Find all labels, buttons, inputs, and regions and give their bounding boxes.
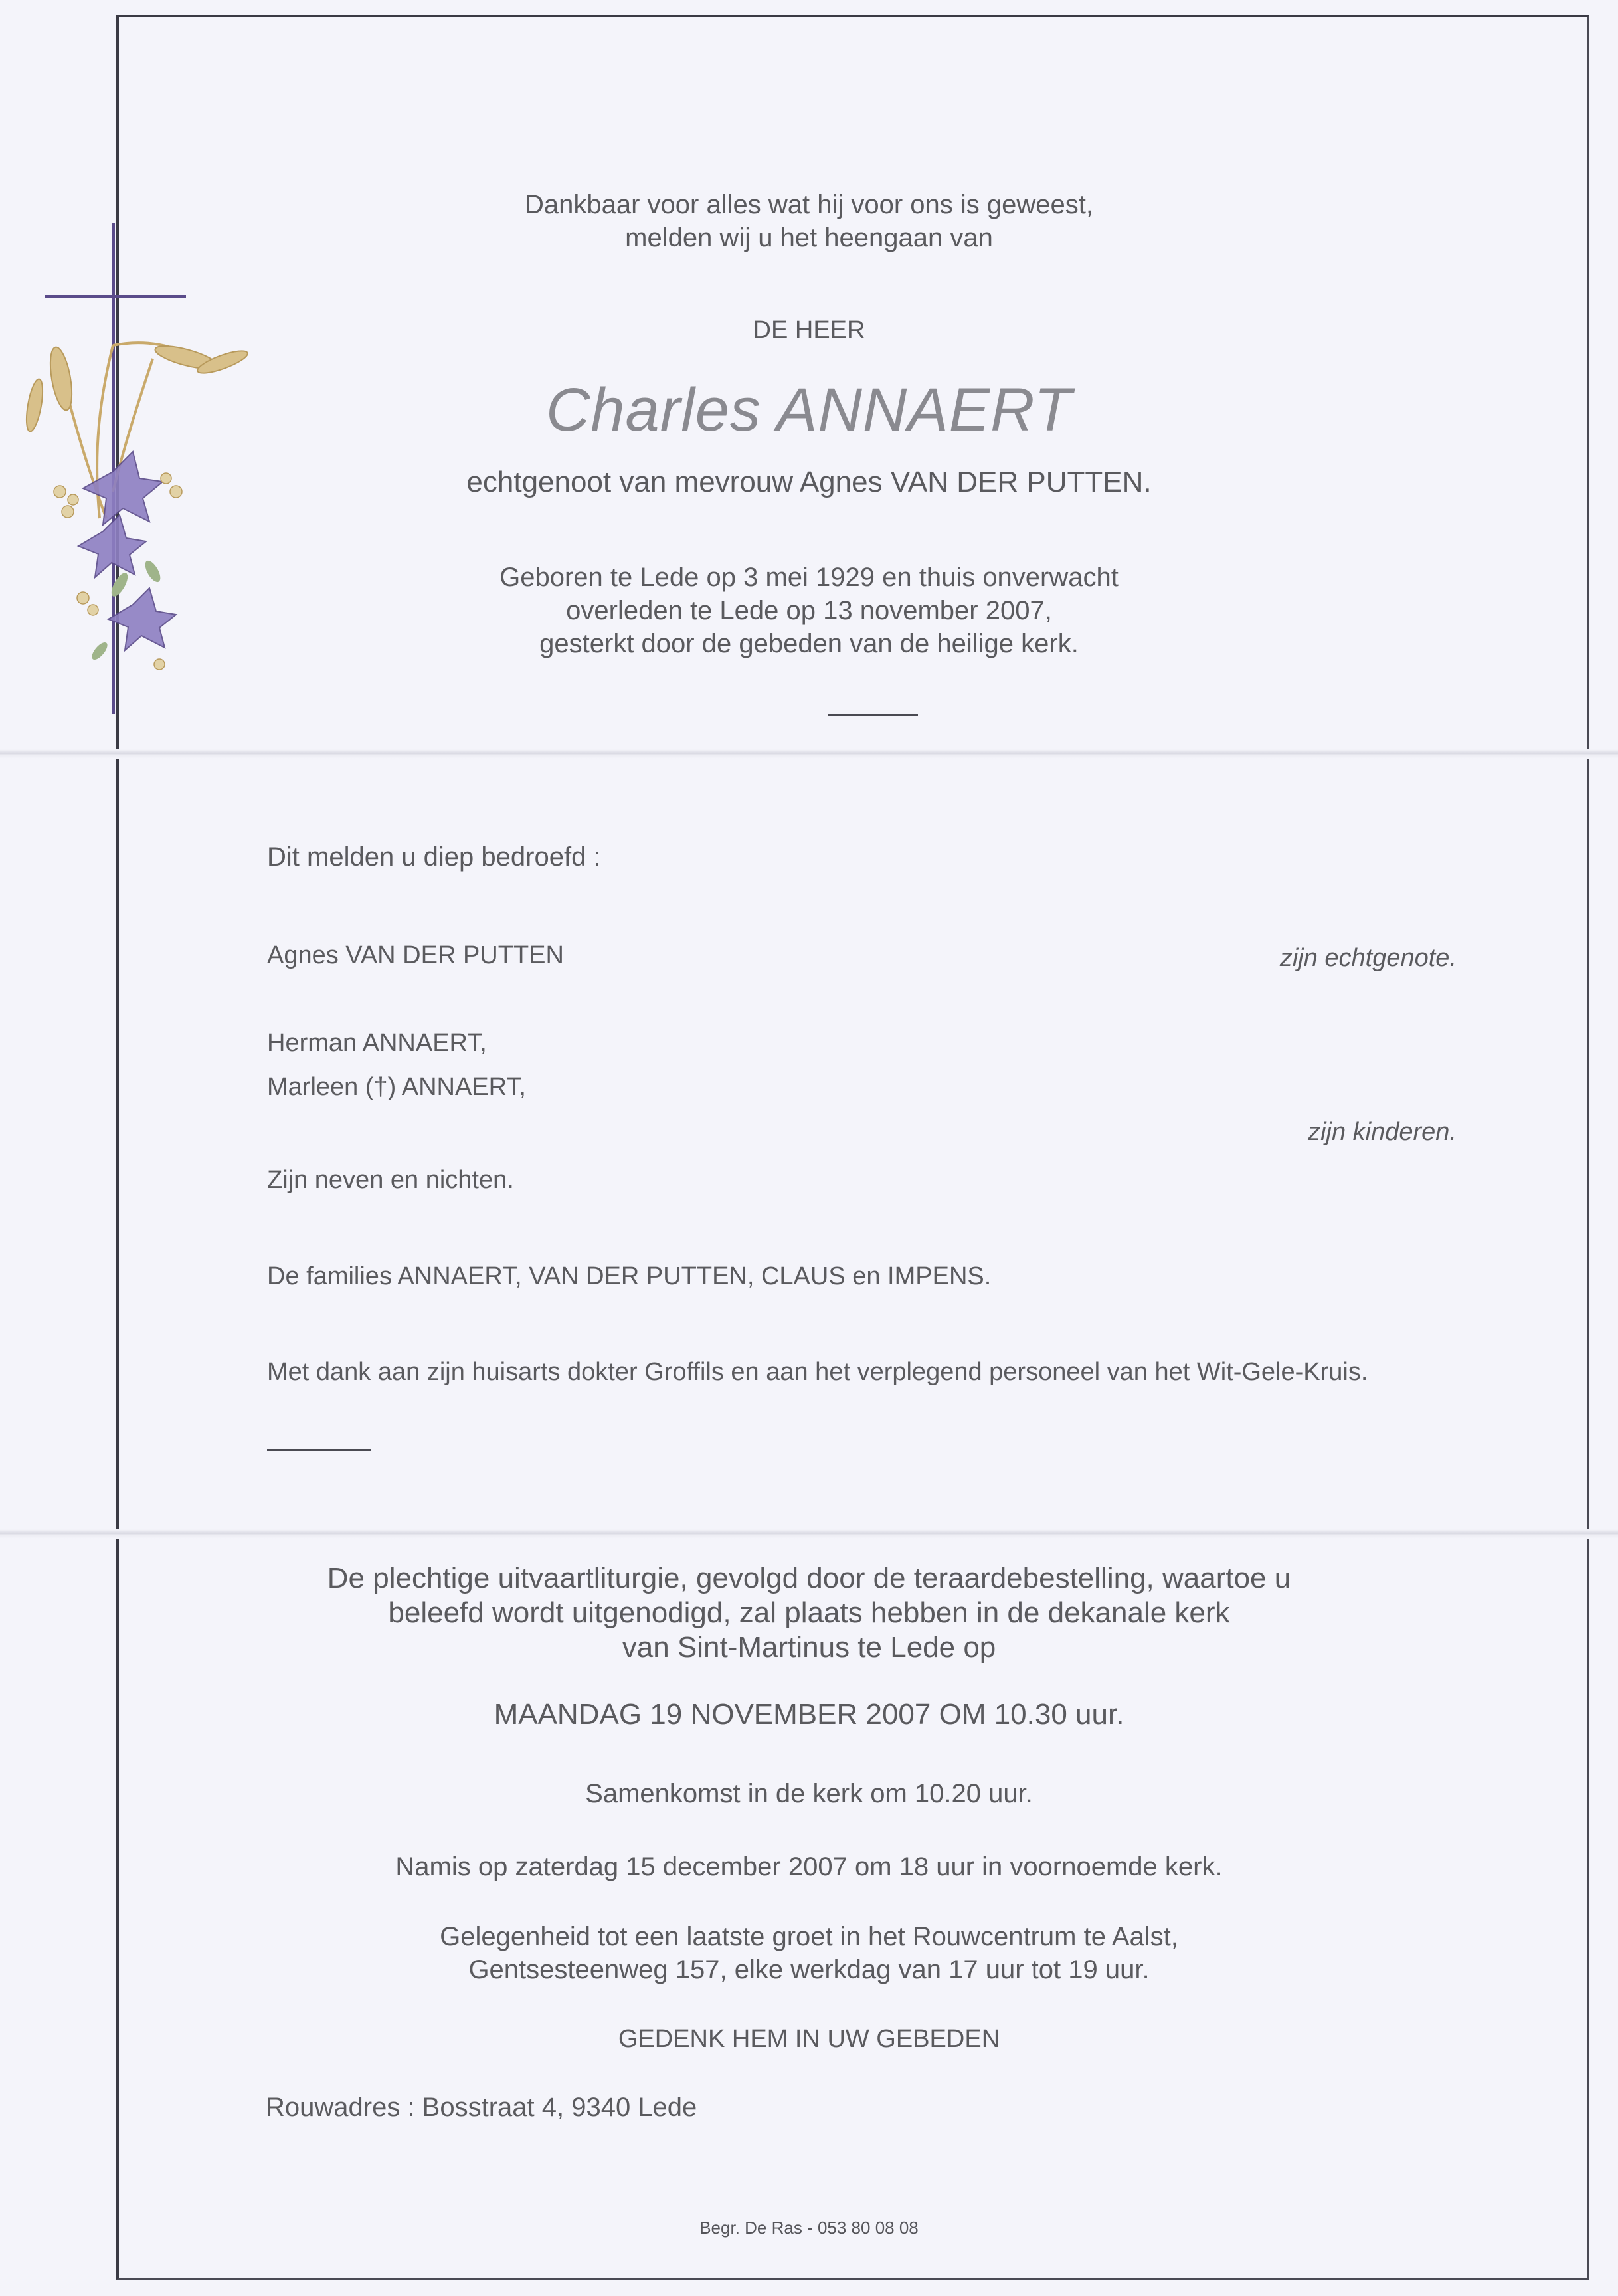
nephews-line: Zijn neven en nichten. [267,1166,514,1194]
divider-lower [267,1449,371,1451]
fold-line-upper [0,749,1618,759]
namis-line: Namis op zaterdag 15 december 2007 om 18 uur in voornoemde kerk. [395,1852,1223,1881]
funeral-line-1: De plechtige uitvaartliturgie, gevolgd door de teraardebestelling, waartoe u [327,1562,1291,1594]
farewell-line-2: Gentsesteenweg 157, elke werkdag van 17 uur tot 19 uur. [468,1955,1150,1984]
thanks-line: Met dank aan zijn huisarts dokter Groffils en aan het verplegend personeel van het Wit-Gele-Kruis. [267,1358,1368,1386]
prayer-line: GEDENK HEM IN UW GEBEDEN [618,2025,1000,2053]
funeral-line-3: van Sint-Martinus te Lede op [622,1631,996,1664]
families-line: De families ANNAERT, VAN DER PUTTEN, CLAUS en IMPENS. [267,1262,992,1290]
divider-upper [828,714,918,716]
undertaker-footer: Begr. De Ras - 053 80 08 08 [699,2218,919,2238]
spouse-role: zijn echtgenote. [1279,944,1457,972]
mourners-heading: Dit melden u diep bedroefd : [267,842,601,872]
born-line-3: gesterkt door de gebeden van de heilige kerk. [539,629,1079,658]
spouse-name: Agnes VAN DER PUTTEN [267,941,564,969]
mourning-address: Rouwadres : Bosstraat 4, 9340 Lede [266,2093,697,2122]
child-1: Herman ANNAERT, [267,1029,487,1057]
deceased-name: Charles ANNAERT [545,376,1073,444]
cross-horizontal-bar [45,295,186,298]
child-2: Marleen (†) ANNAERT, [267,1073,526,1101]
gathering-line: Samenkomst in de kerk om 10.20 uur. [585,1779,1033,1808]
fold-line-lower [0,1529,1618,1539]
children-role: zijn kinderen. [1308,1118,1457,1146]
honorific-title: DE HEER [753,316,865,344]
intro-line-2: melden wij u het heengaan van [625,223,993,252]
funeral-line-2: beleefd wordt uitgenodigd, zal plaats hebben in de dekanale kerk [388,1596,1230,1629]
farewell-line-1: Gelegenheid tot een laatste groet in het Rouwcentrum te Aalst, [440,1922,1178,1951]
funeral-date: MAANDAG 19 NOVEMBER 2007 OM 10.30 uur. [494,1698,1124,1731]
spouse-line: echtgenoot van mevrouw Agnes VAN DER PUTTEN. [466,466,1152,498]
intro-line-1: Dankbaar voor alles wat hij voor ons is geweest, [525,190,1093,219]
born-line-1: Geboren te Lede op 3 mei 1929 en thuis onverwacht [499,563,1119,592]
born-line-2: overleden te Lede op 13 november 2007, [566,596,1052,625]
